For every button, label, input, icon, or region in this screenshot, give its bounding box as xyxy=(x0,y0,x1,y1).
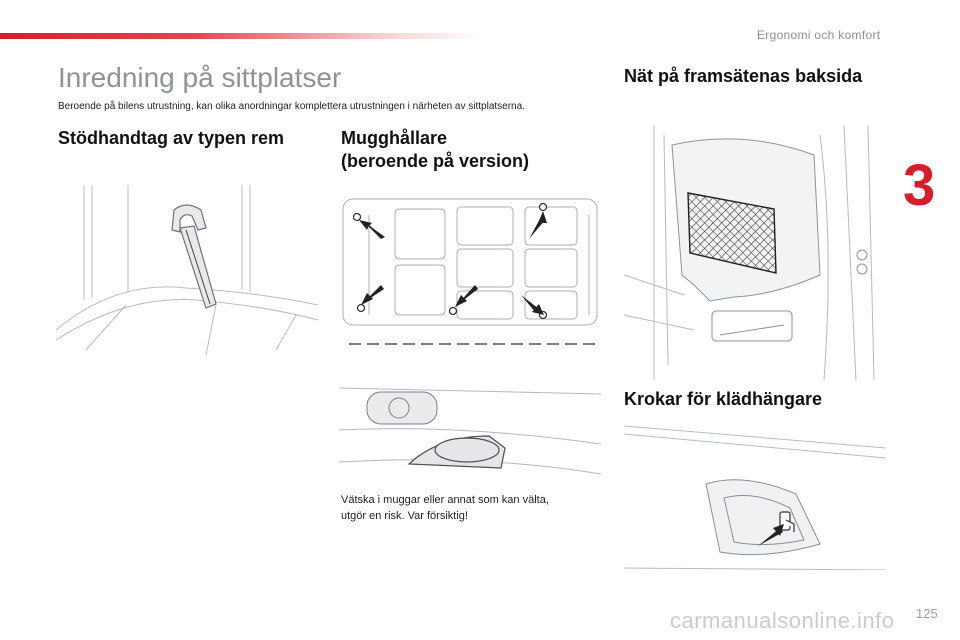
heading-seatback-net: Nät på framsätenas baksida xyxy=(624,66,863,86)
intro-text: Beroende på bilens utrustning, kan olika anordningar komplettera utrustningen i närheten av sittplatserna. xyxy=(58,101,525,112)
heading-strap-handle: Stödhandtag av typen rem xyxy=(58,128,285,148)
heading-cupholders-line2: (beroende på version) xyxy=(341,151,530,171)
page-title: Inredning på sittplatser xyxy=(58,62,342,93)
clothes-hook-illustration xyxy=(624,420,886,570)
warning-line1: Vätska i muggar eller annat som kan välta, xyxy=(341,494,549,506)
cupholder-detail-illustration xyxy=(339,384,601,484)
section-header: Ergonomi och komfort xyxy=(757,28,881,42)
chapter-number: 3 xyxy=(903,153,936,218)
warning-line2: utgör en risk. Var försiktig! xyxy=(341,510,468,522)
heading-cupholders-line1: Mugghållare xyxy=(341,128,448,148)
cupholder-layout-illustration xyxy=(339,195,601,330)
strap-handle-illustration xyxy=(56,180,318,360)
warning-text xyxy=(341,492,596,524)
heading-cupholders xyxy=(341,127,601,173)
watermark: carmanualsonline.info xyxy=(670,608,895,633)
seatback-net-illustration xyxy=(624,125,886,380)
header-accent-bar xyxy=(0,33,480,39)
separator-dashes xyxy=(349,343,597,345)
heading-clothes-hooks: Krokar för klädhängare xyxy=(624,389,823,409)
page-number: 125 xyxy=(916,606,938,621)
